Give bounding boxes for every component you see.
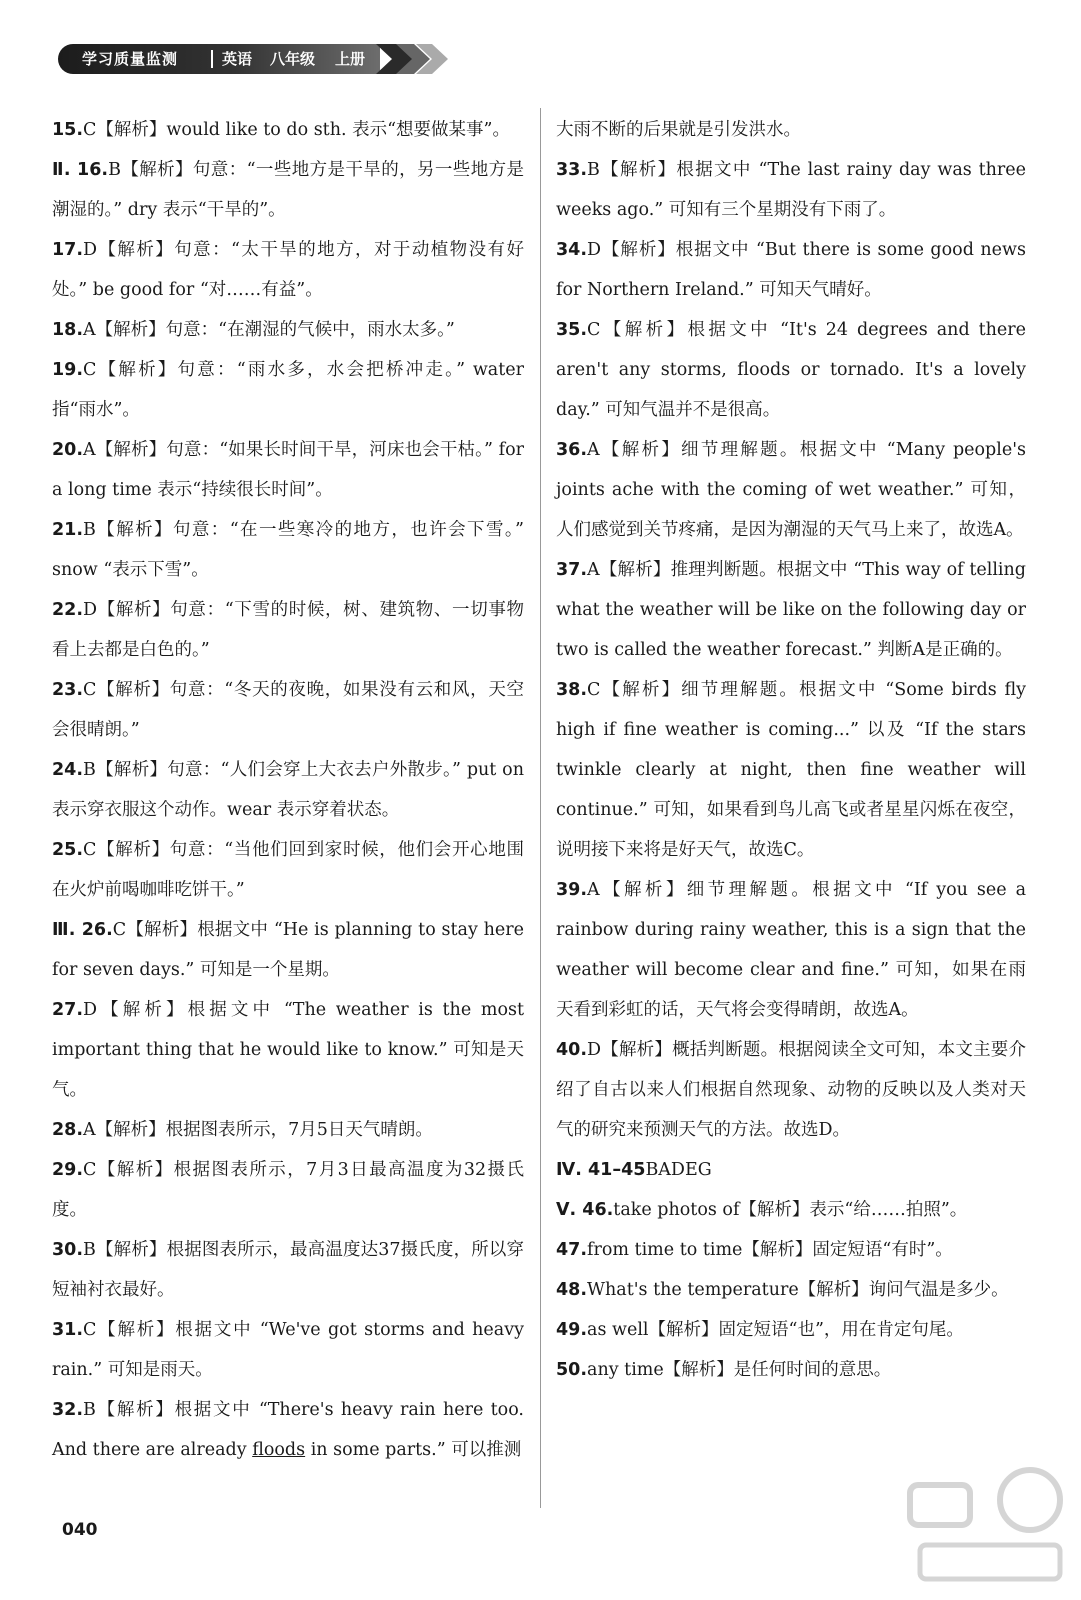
answer-entry bbox=[52, 1390, 524, 1470]
answer-text: C【解析】根据文中 “We've got storms and heavy rain.” 可知是雨天。 bbox=[52, 1320, 524, 1380]
question-number: 23. bbox=[52, 680, 84, 700]
question-number: 22. bbox=[52, 600, 84, 620]
answer-text: D【解析】概括判断题。根据阅读全文可知，本文主要介绍了自古以来人们根据自然现象、动物的反映以及人类对天气的研究来预测天气的方法。故选D。 bbox=[556, 1040, 1026, 1140]
answer-text: C【解析】句意：“冬天的夜晚，如果没有云和风，天空会很晴朗。” bbox=[52, 680, 524, 740]
answer-entry bbox=[556, 310, 1026, 430]
answer-entry bbox=[556, 1230, 1026, 1270]
answer-column-right bbox=[556, 110, 1026, 1390]
question-number: 50. bbox=[556, 1360, 588, 1380]
answer-text: A【解析】句意：“如果长时间干旱，河床也会干枯。” for a long time 表示“持续很长时间”。 bbox=[52, 440, 524, 500]
answer-entry bbox=[556, 150, 1026, 230]
answer-text: any time【解析】是任何时间的意思。 bbox=[587, 1360, 892, 1380]
question-number: 25. bbox=[52, 840, 84, 860]
answer-text: in some parts.” 可以推测 bbox=[305, 1440, 522, 1460]
answer-text: C【解析】根据文中 “It's 24 degrees and there aren't any storms, floods or tornado. It's a lovely day.” 可知气温并不是很高。 bbox=[556, 320, 1026, 420]
answer-text: C【解析】句意：“雨水多，水会把桥冲走。” water 指“雨水”。 bbox=[52, 360, 524, 420]
answer-text: A【解析】细节理解题。根据文中 “If you see a rainbow during rainy weather, this is a sign that the weather will become clear and fine.” 可知，如果在雨天看到彩虹的话，天气将会变得晴朗，故选A。 bbox=[556, 880, 1026, 1020]
question-number: 37. bbox=[556, 560, 588, 580]
answer-entry bbox=[52, 150, 524, 230]
question-number: 30. bbox=[52, 1240, 84, 1260]
answer-entry bbox=[52, 350, 524, 430]
answer-entry bbox=[52, 430, 524, 510]
question-number: 19. bbox=[52, 360, 84, 380]
answer-entry bbox=[556, 230, 1026, 310]
answer-text: from time to time【解析】固定短语“有时”。 bbox=[587, 1240, 953, 1260]
answer-text: D【解析】句意：“太干旱的地方，对于动植物没有好处。” be good for “对……有益”。 bbox=[52, 240, 524, 300]
question-number: 39. bbox=[556, 880, 588, 900]
answer-entry bbox=[556, 110, 1026, 150]
answer-text: C【解析】细节理解题。根据文中 “Some birds fly high if fine weather is coming...” 以及 “If the stars twinkle clearly at night, then fine weather will continue.” 可知，如果看到鸟儿高飞或者星星闪烁在夜空，说明接下来将是好天气，故选C。 bbox=[556, 680, 1026, 860]
question-number: 27. bbox=[52, 1000, 84, 1020]
answer-entry bbox=[556, 1030, 1026, 1150]
answer-text: B【解析】根据文中 “The last rainy day was three weeks ago.” 可知有三个星期没有下雨了。 bbox=[556, 160, 1026, 220]
answer-entry bbox=[556, 1350, 1026, 1390]
answer-entry bbox=[52, 990, 524, 1110]
question-number: 29. bbox=[52, 1160, 84, 1180]
answer-text: B【解析】根据文中 “There's heavy rain here too. And there are already bbox=[52, 1400, 524, 1460]
question-number: Ⅳ. 41–45 bbox=[556, 1160, 646, 1180]
answer-column-left bbox=[52, 110, 524, 1470]
header-brand: 学习质量监测 bbox=[82, 50, 179, 68]
question-number: Ⅴ. 46. bbox=[556, 1200, 614, 1220]
question-number: 47. bbox=[556, 1240, 588, 1260]
answer-text: What's the temperature【解析】询问气温是多少。 bbox=[587, 1280, 1009, 1300]
answer-text: D【解析】根据文中 “The weather is the most important thing that he would like to know.” 可知是天气。 bbox=[52, 1000, 524, 1100]
answer-text: A【解析】细节理解题。根据文中 “Many people's joints ache with the coming of wet weather.” 可知，人们感觉到关节疼痛，是因为潮湿的天气马上来了，故选A。 bbox=[556, 440, 1026, 540]
answer-entry bbox=[556, 1190, 1026, 1230]
answer-text: B【解析】句意：“一些地方是干旱的，另一些地方是潮湿的。” dry 表示“干旱的”。 bbox=[52, 160, 524, 220]
answer-entry bbox=[52, 1230, 524, 1310]
header-arrows-icon bbox=[376, 40, 454, 78]
question-number: 21. bbox=[52, 520, 84, 540]
answer-entry bbox=[52, 1110, 524, 1150]
answer-text: BADEG bbox=[645, 1160, 712, 1180]
answer-text: A【解析】推理判断题。根据文中 “This way of telling what the weather will be like on the following day or two is called the weather forecast.” 判断A是正确的。 bbox=[556, 560, 1026, 660]
question-number: 17. bbox=[52, 240, 84, 260]
answer-text: 大雨不断的后果就是引发洪水。 bbox=[556, 120, 801, 140]
question-number: 40. bbox=[556, 1040, 588, 1060]
answer-entry bbox=[52, 830, 524, 910]
answer-entry bbox=[52, 910, 524, 990]
header-separator bbox=[211, 50, 213, 68]
answer-text: take photos of【解析】表示“给……拍照”。 bbox=[613, 1200, 968, 1220]
answer-entry bbox=[556, 1310, 1026, 1350]
answer-entry bbox=[52, 310, 524, 350]
question-number: 48. bbox=[556, 1280, 588, 1300]
answer-entry bbox=[556, 670, 1026, 870]
question-number: 34. bbox=[556, 240, 588, 260]
question-number: 15. bbox=[52, 120, 84, 140]
header-grade: 八年级 bbox=[270, 50, 316, 68]
answer-entry bbox=[52, 1150, 524, 1230]
answer-text: B【解析】根据图表所示，最高温度达37摄氏度，所以穿短袖衬衣最好。 bbox=[52, 1240, 524, 1300]
answer-entry bbox=[52, 590, 524, 670]
watermark-logo bbox=[900, 1445, 1070, 1595]
answer-entry bbox=[52, 110, 524, 150]
answer-entry bbox=[52, 1310, 524, 1390]
question-number: 24. bbox=[52, 760, 84, 780]
answer-text: D【解析】句意：“下雪的时候，树、建筑物、一切事物看上去都是白色的。” bbox=[52, 600, 524, 660]
question-number: 35. bbox=[556, 320, 588, 340]
answer-entry bbox=[556, 550, 1026, 670]
column-divider bbox=[540, 108, 541, 1508]
page-header bbox=[0, 0, 1081, 90]
question-number: 20. bbox=[52, 440, 84, 460]
answer-entry bbox=[556, 430, 1026, 550]
answer-entry bbox=[52, 750, 524, 830]
answer-entry bbox=[52, 510, 524, 590]
question-number: 28. bbox=[52, 1120, 84, 1140]
answer-text: C【解析】句意：“当他们回到家时候，他们会开心地围在火炉前喝咖啡吃饼干。” bbox=[52, 840, 524, 900]
question-number: 49. bbox=[556, 1320, 588, 1340]
header-subject: 英语 bbox=[222, 50, 253, 68]
question-number: 36. bbox=[556, 440, 588, 460]
question-number: 32. bbox=[52, 1400, 84, 1420]
answer-text: as well【解析】固定短语“也”，用在肯定句尾。 bbox=[587, 1320, 964, 1340]
question-number: 18. bbox=[52, 320, 84, 340]
answer-entry bbox=[52, 230, 524, 310]
page-number: 040 bbox=[62, 1520, 98, 1540]
question-number: Ⅱ. 16. bbox=[52, 160, 109, 180]
answer-entry bbox=[556, 870, 1026, 1030]
question-number: Ⅲ. 26. bbox=[52, 920, 113, 940]
answer-text: B【解析】句意：“人们会穿上大衣去户外散步。” put on 表示穿衣服这个动作。wear 表示穿着状态。 bbox=[52, 760, 524, 820]
question-number: 31. bbox=[52, 1320, 84, 1340]
question-number: 33. bbox=[556, 160, 588, 180]
answer-entry bbox=[556, 1270, 1026, 1310]
answer-text: C【解析】would like to do sth. 表示“想要做某事”。 bbox=[83, 120, 511, 140]
answer-text: C【解析】根据图表所示，7月3日最高温度为32摄氏度。 bbox=[52, 1160, 524, 1220]
header-term: 上册 bbox=[335, 50, 366, 68]
answer-entry bbox=[556, 1150, 1026, 1190]
answer-text: A【解析】根据图表所示，7月5日天气晴朗。 bbox=[83, 1120, 433, 1140]
answer-text: A【解析】句意：“在潮湿的气候中，雨水太多。” bbox=[83, 320, 455, 340]
question-number: 38. bbox=[556, 680, 588, 700]
answer-text: C【解析】根据文中 “He is planning to stay here for seven days.” 可知是一个星期。 bbox=[52, 920, 524, 980]
answer-text: D【解析】根据文中 “But there is some good news for Northern Ireland.” 可知天气晴好。 bbox=[556, 240, 1026, 300]
underlined-word: floods bbox=[252, 1440, 306, 1460]
answer-entry bbox=[52, 670, 524, 750]
answer-text: B【解析】句意：“在一些寒冷的地方，也许会下雪。” snow “表示下雪”。 bbox=[52, 520, 524, 580]
